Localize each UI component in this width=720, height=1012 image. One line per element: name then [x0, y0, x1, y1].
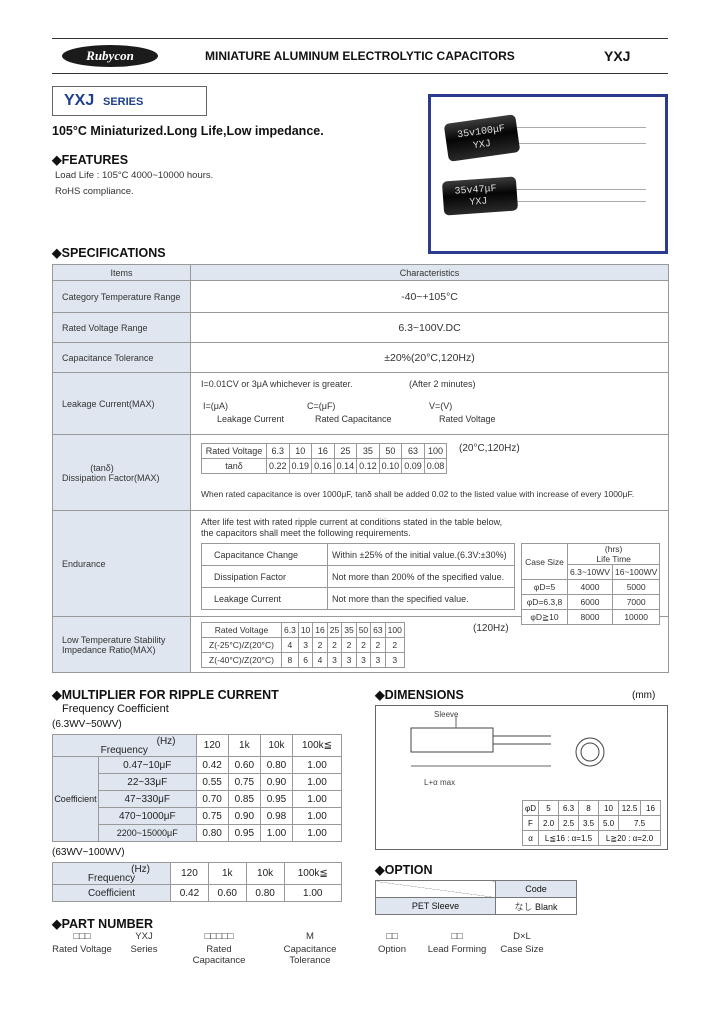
sleeve-label: Sleeve [434, 710, 459, 719]
tan-table: Rated Voltage 6.3 10 16 25 35 50 63 100 tanδ 0.22 0.19 0.16 0.14 0.12 0.10 0.09 0.08 [201, 443, 447, 474]
spec-label: Endurance [53, 511, 191, 617]
leakage-symbol: I=(μA) [203, 401, 228, 411]
product-photo [428, 94, 668, 254]
capacitor-image: 35v47μF YXJ [442, 176, 518, 215]
dimensions-unit: (mm) [632, 690, 656, 701]
spec-label: Category Temperature Range [53, 281, 191, 313]
part-label: Rated Capacitance [192, 944, 246, 966]
spec-label: Rated Voltage Range [53, 313, 191, 343]
dimension-drawing [375, 705, 668, 850]
spec-label: Leakage Current(MAX) [53, 373, 191, 435]
leakage-symbol: V=(V) [429, 401, 453, 411]
endurance-text: After life test with rated ripple current at conditions stated in the table below, [201, 517, 503, 527]
lowtemp-condition: (120Hz) [473, 623, 509, 634]
leakage-note: (After 2 minutes) [409, 379, 476, 389]
tan-condition: (20°C,120Hz) [459, 443, 520, 454]
feature-item: RoHS compliance. [55, 186, 134, 197]
part-label: Rated Voltage [52, 944, 112, 955]
part-symbol: □□□ [73, 931, 91, 942]
spec-label: Capacitance Tolerance [53, 343, 191, 373]
ripple-subtitle: Frequency Coefficient [62, 703, 169, 715]
tan-cell [191, 435, 669, 511]
part-symbol: □□ [386, 931, 398, 942]
spec-label: Low Temperature Stability Impedance Ratio(MAX) [53, 617, 191, 673]
lowtemp-cell [191, 617, 669, 673]
dims-table: φD 5 6.3 8 10 12.5 16 F 2.0 2.5 3.5 5.0 7.5 α L≦16 : α=1.5 L≧20 : α=2.0 [522, 800, 661, 846]
endurance-text: the capacitors shall meet the following requirements. [201, 528, 411, 538]
ripple-range: (6.3WV~50WV) [52, 719, 122, 730]
spec-value: 6.3~100V.DC [191, 313, 669, 343]
leakage-desc: Rated Voltage [439, 414, 496, 424]
feature-item: Load Life : 105°C 4000~10000 hours. [55, 170, 214, 181]
specifications-table [52, 264, 669, 673]
specifications-title: ◆SPECIFICATIONS [52, 246, 166, 260]
leakage-desc: Rated Capacitance [315, 414, 392, 424]
leakage-desc: Leakage Current [217, 414, 285, 424]
ripple-range: (63WV~100WV) [52, 847, 125, 858]
tagline: 105°C Miniaturized.Long Life,Low impedance. [52, 124, 324, 138]
impedance-table: Rated Voltage 6.3 10 16 25 35 50 63 100 Z(-25°C)/Z(20°C) 4 3 2 2 2 2 2 2 Z(-40°C)/Z(20°C) 8 6 4 3 3 3 3 3 [201, 622, 405, 668]
lead-wire [516, 201, 646, 202]
life-table: Case Size (hrs) Life Time 6.3~10WV 16~100WV φD=5 4000 5000 φD=6.3,8 6000 7000 φD≧10 8000 10000 [521, 543, 660, 625]
series-box-label: SERIES [103, 96, 144, 108]
series-box [52, 86, 207, 116]
option-table: Code PET Sleeve なし Blank [375, 880, 577, 915]
dimensions-title: ◆DIMENSIONS [375, 688, 464, 702]
tan-note: When rated capacitance is over 1000μF, tanδ shall be added 0.02 to the listed value with increase of every 1000μF. [201, 489, 635, 499]
lead-wire [516, 189, 646, 190]
part-symbol: □□ [451, 931, 463, 942]
endurance-table: Capacitance Change Within ±25% of the initial value.(6.3V:±30%) Dissipation Factor Not more than 200% of the specified value. Leakage Current Not more than the specified value. [201, 543, 515, 610]
part-symbol: D×L [513, 931, 531, 942]
col-items: Items [53, 265, 191, 281]
part-label: Lead Forming [427, 944, 487, 955]
leakage-symbol: C=(μF) [307, 401, 336, 411]
series-code: YXJ [604, 48, 631, 64]
part-label: Series [130, 944, 158, 955]
series-box-code: YXJ [64, 92, 95, 109]
document-title: MINIATURE ALUMINUM ELECTROLYTIC CAPACITORS [205, 49, 515, 63]
part-symbol: YXJ [135, 931, 153, 942]
spec-label: (tanδ) Dissipation Factor(MAX) [53, 435, 191, 511]
spec-value: ±20%(20°C,120Hz) [191, 343, 669, 373]
features-title: ◆FEATURES [52, 153, 129, 167]
option-title: ◆OPTION [375, 863, 433, 877]
part-symbol: M [306, 931, 314, 942]
spec-value: -40~+105°C [191, 281, 669, 313]
part-number-title: ◆PART NUMBER [52, 917, 154, 931]
lead-wire [516, 127, 646, 128]
ripple-table-1: (Hz) Frequency 120 1k 10k 100k≦ Coefficient 0.47~10μF 0.42 0.60 0.80 1.00 22~33μF 0.55 0.75 0.90 1.00 47~330μF 0.70 0.85 0.95 1.00 470~1000μF 0.75 0.90 0.98 1.00 2200~15000μF 0.80 0.95 1.00 1.00 [52, 734, 342, 842]
col-characteristics: Characteristics [191, 265, 669, 281]
ripple-table-2: (Hz) Frequency 120 1k 10k 100k≦ Coefficient 0.42 0.60 0.80 1.00 [52, 862, 342, 902]
part-label: Capacitance Tolerance [283, 944, 337, 966]
length-label: L+α max [424, 778, 456, 787]
part-symbol: □□□□□ [204, 931, 234, 942]
part-label: Case Size [500, 944, 544, 955]
lead-wire [516, 143, 646, 144]
endurance-cell [191, 511, 669, 622]
part-label: Option [378, 944, 406, 955]
leakage-formula: I=0.01CV or 3μA whichever is greater. [201, 379, 353, 389]
capacitor-image: 35v100μF YXJ [444, 114, 521, 162]
leakage-cell [191, 373, 669, 435]
brand-logo: Rubycon [62, 45, 158, 67]
ripple-title: ◆MULTIPLIER FOR RIPPLE CURRENT [52, 688, 279, 702]
